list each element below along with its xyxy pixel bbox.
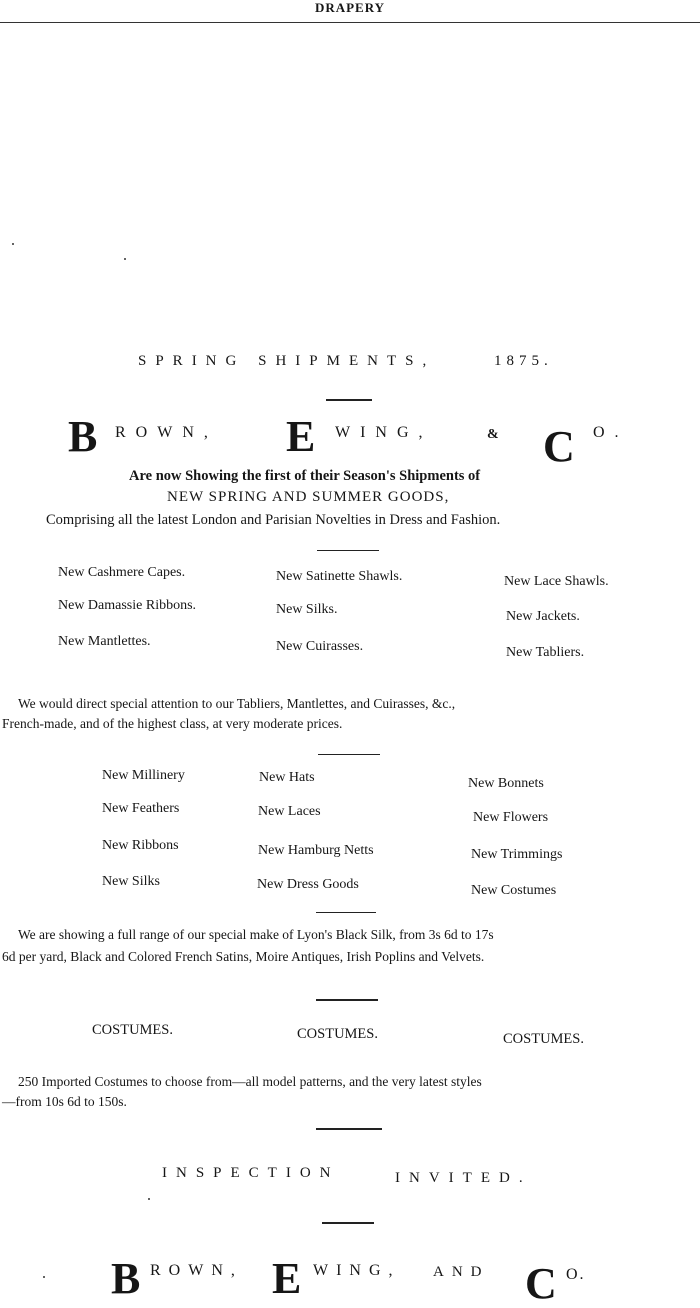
firm-initial-c: C [543, 422, 575, 471]
firm-word-o: O. [566, 1266, 586, 1283]
firm-initial-e: E [286, 412, 316, 461]
firm-initial-b: B [68, 412, 98, 461]
firm-word-rown: ROWN, [115, 424, 218, 441]
list-item: New Silks. [276, 602, 338, 617]
costumes-heading: COSTUMES. [92, 1022, 173, 1038]
list-item: New Cuirasses. [276, 639, 364, 654]
title-spring-shipments: SPRING SHIPMENTS, [138, 353, 436, 369]
firm-word-wing: WING, [335, 424, 433, 441]
paragraph-3-line-1: 250 Imported Costumes to choose from—all model patterns, and the very latest styles [18, 1074, 482, 1089]
separator [316, 999, 378, 1001]
invited-word: INVITED. [395, 1170, 532, 1186]
list-item: New Cashmere Capes. [58, 565, 186, 580]
intro-line-3: Comprising all the latest London and Parisian Novelties in Dress and Fashion. [46, 512, 501, 528]
paragraph-3-line-2: —from 10s 6d to 150s. [2, 1094, 127, 1109]
speck [124, 258, 126, 260]
running-head: DRAPERY [314, 0, 386, 15]
firm-word-and: AND [433, 1264, 490, 1280]
list-item: New Costumes [471, 883, 557, 898]
list-item: New Bonnets [468, 776, 544, 791]
list-item: New Feathers [102, 801, 180, 816]
inspection-word: INSPECTION [162, 1165, 340, 1181]
firm-word-o: O. [593, 424, 629, 441]
firm-word-wing: WING, [313, 1262, 401, 1279]
separator [316, 1128, 382, 1130]
paragraph-2-line-1: We are showing a full range of our special make of Lyon's Black Silk, from 3s 6d to 17s [18, 927, 494, 942]
separator [317, 550, 379, 551]
header-rule [0, 22, 700, 23]
list-item: New Hats [259, 770, 315, 785]
list-item: New Damassie Ribbons. [58, 598, 197, 613]
list-item: New Flowers [473, 810, 549, 825]
costumes-heading: COSTUMES. [503, 1031, 584, 1047]
paragraph-1-line-2: French-made, and of the highest class, at very moderate prices. [2, 716, 343, 731]
firm-ampersand: & [487, 427, 499, 442]
list-item: New Trimmings [471, 847, 563, 862]
separator [326, 399, 372, 401]
separator [322, 1222, 374, 1224]
title-year: 1875. [494, 353, 553, 369]
separator [316, 912, 376, 913]
list-item: New Dress Goods [257, 877, 359, 892]
paragraph-1-line-1: We would direct special attention to our Tabliers, Mantlettes, and Cuirasses, &c., [18, 696, 456, 711]
paragraph-2-line-2: 6d per yard, Black and Colored French Satins, Moire Antiques, Irish Poplins and Velvets. [2, 949, 485, 964]
firm-initial-e: E [272, 1254, 302, 1303]
list-item: New Hamburg Netts [258, 843, 374, 858]
list-item: New Silks [102, 874, 160, 889]
list-item: New Laces [258, 804, 321, 819]
firm-initial-b: B [111, 1254, 141, 1303]
list-item: New Jackets. [506, 609, 580, 624]
list-item: New Tabliers. [506, 645, 585, 660]
list-item: New Ribbons [102, 838, 179, 853]
list-item: New Mantlettes. [58, 634, 151, 649]
speck [43, 1276, 45, 1278]
speck [12, 243, 14, 245]
costumes-heading: COSTUMES. [297, 1026, 378, 1042]
speck [148, 1198, 150, 1200]
list-item: New Millinery [102, 768, 185, 783]
intro-line-1: Are now Showing the first of their Season's Shipments of [129, 468, 481, 484]
intro-line-2: NEW SPRING AND SUMMER GOODS, [167, 489, 450, 505]
firm-initial-c: C [525, 1259, 557, 1308]
list-item: New Lace Shawls. [504, 574, 609, 589]
list-item: New Satinette Shawls. [276, 569, 403, 584]
separator [318, 754, 380, 755]
firm-word-rown: ROWN, [150, 1262, 243, 1279]
